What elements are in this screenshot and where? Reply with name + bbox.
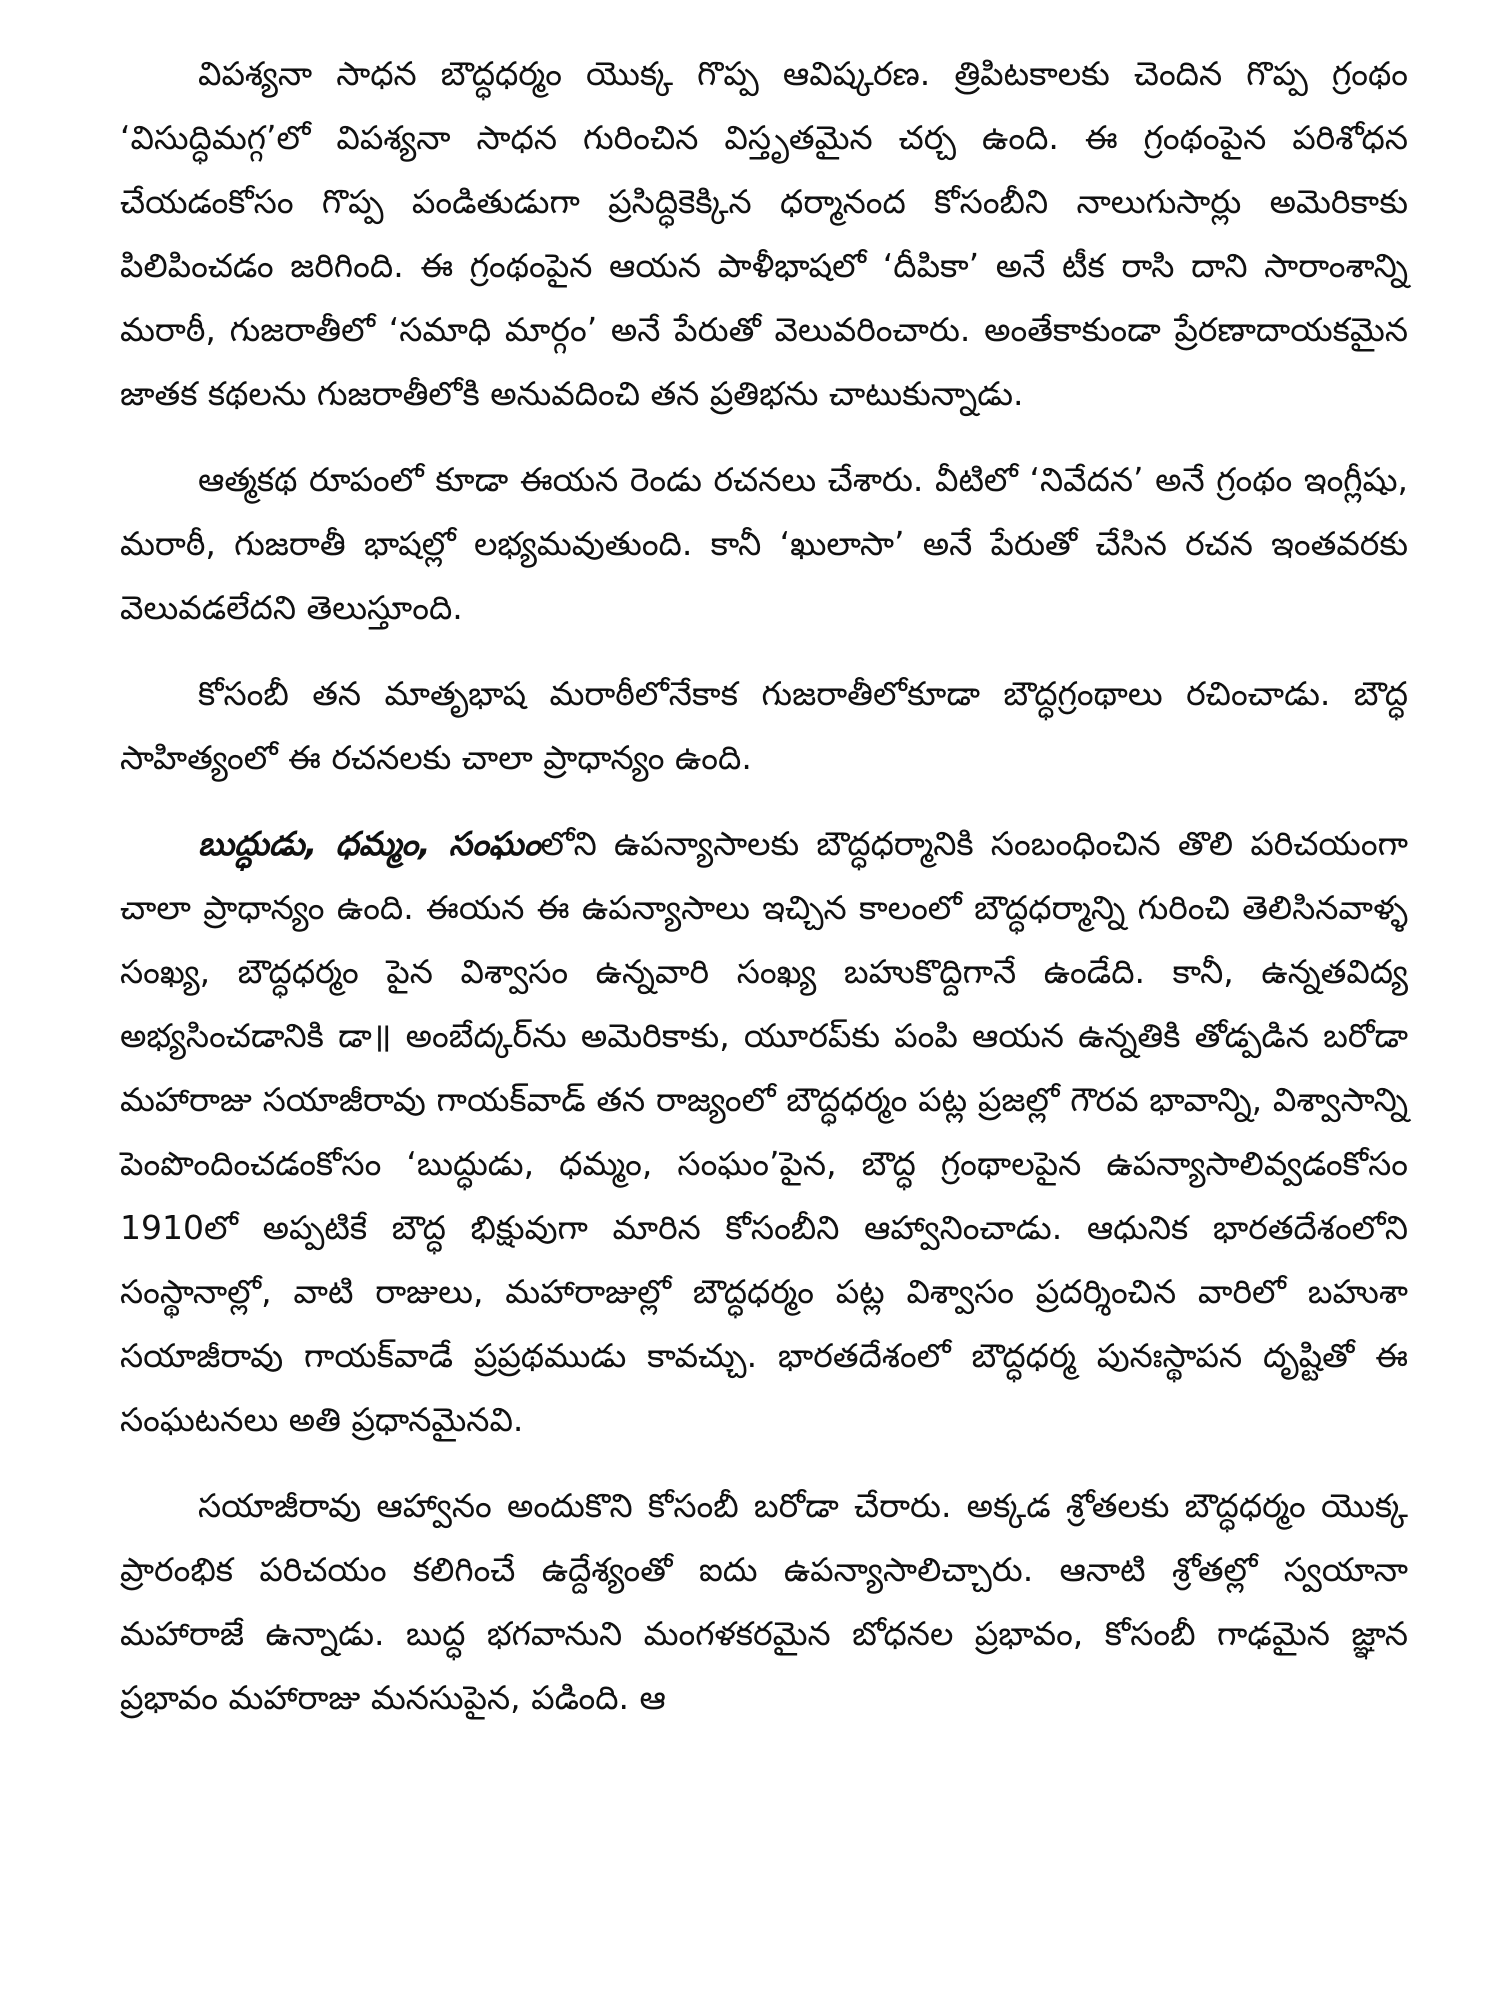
paragraph-buddha-dhamma-sangha [120,812,1408,1452]
paragraph-baroda-lectures: సయాజీరావు ఆహ్వానం అందుకొని కోసంబీ బరోడా చేరారు. అక్కడ శ్రోతలకు బౌద్ధధర్మం యొక్క ప్రారంభిక పరిచయం కలిగించే ఉద్దేశ్యంతో ఐదు ఉపన్యాసాలిచ్చారు. ఆనాటి శ్రోతల్లో స్వయానా మహారాజే ఉన్నాడు. బుద్ధ భగవానుని మంగళకరమైన బోధనల ప్రభావం, కోసంబీ గాఢమైన జ్ఞాన ప్రభావం మహారాజు మనసుపైన, పడింది. ఆ [120,1486,1408,1717]
paragraph-body: లోని ఉపన్యాసాలకు బౌద్ధధర్మానికి సంబంధించిన తొలి పరిచయంగా చాలా ప్రాధాన్యం ఉంది. ఈయన ఈ ఉపన్యాసాలు ఇచ్చిన కాలంలో బౌద్ధధర్మాన్ని గురించి తెలిసినవాళ్ళ సంఖ్య, బౌద్ధధర్మం పైన విశ్వాసం ఉన్నవారి సంఖ్య బహుకొద్దిగానే ఉండేది. కానీ, ఉన్నతవిద్య అభ్యసించడానికి డా॥ అంబేద్కర్‌ను అమెరికాకు, యూరప్‌కు పంపి ఆయన ఉన్నతికి తోడ్పడిన బరోడా మహారాజు సయాజీరావు గాయక్‌వాడ్ తన రాజ్యంలో బౌద్ధధర్మం పట్ల ప్రజల్లో గౌరవ భావాన్ని, విశ్వాసాన్ని పెంపొందించడంకోసం ‘బుద్ధుడు, ధమ్మం, సంఘం’పైన, బౌద్ధ గ్రంథాలపైన ఉపన్యాసాలివ్వడంకోసం 1910లో అప్పటికే బౌద్ధ భిక్షువుగా మారిన కోసంబీని ఆహ్వానించాడు. ఆధునిక భారతదేశంలోని సంస్థానాల్లో, వాటి రాజులు, మహారాజుల్లో బౌద్ధధర్మం పట్ల విశ్వాసం ప్రదర్శించిన వారిలో బహుశా సయాజీరావు గాయక్‌వాడే ప్రప్రథముడు కావచ్చు. భారతదేశంలో బౌద్ధధర్మ పునఃస్థాపన దృష్టితో ఈ సంఘటనలు అతి ప్రధానమైనవి. [120,824,1408,1439]
paragraph-gujarati-works: కోసంబీ తన మాతృభాష మరాఠీలోనేకాక గుజరాతీలోకూడా బౌద్ధగ్రంథాలు రచించాడు. బౌద్ధ సాహిత్యంలో ఈ రచనలకు చాలా ప్రాధాన్యం ఉంది. [120,674,1408,777]
paragraph-vipassana: విపశ్యనా సాధన బౌద్ధధర్మం యొక్క గొప్ప ఆవిష్కరణ. త్రిపిటకాలకు చెందిన గొప్ప గ్రంథం ‘విసుద్ధిమగ్గ’లో విపశ్యనా సాధన గురించిన విస్తృతమైన చర్చ ఉంది. ఈ గ్రంథంపైన పరిశోధన చేయడంకోసం గొప్ప పండితుడుగా ప్రసిద్ధికెక్కిన ధర్మానంద కోసంబీని నాలుగుసార్లు అమెరికాకు పిలిపించడం జరిగింది. ఈ గ్రంథంపైన ఆయన పాళీభాషలో ‘దీపికా’ అనే టీక రాసి దాని సారాంశాన్ని మరాఠీ, గుజరాతీలో ‘సమాధి మార్గం’ అనే పేరుతో వెలువరించారు. అంతేకాకుండా ప్రేరణాదాయకమైన జాతక కథలను గుజరాతీలోకి అనువదించి తన ప్రతిభను చాటుకున్నాడు. [120,54,1408,413]
paragraph-autobiography: ఆత్మకథ రూపంలో కూడా ఈయన రెండు రచనలు చేశారు. వీటిలో ‘నివేదన’ అనే గ్రంథం ఇంగ్లీషు, మరాఠీ, గుజరాతీ భాషల్లో లభ్యమవుతుంది. కానీ ‘ఖులాసా’ అనే పేరుతో చేసిన రచన ఇంతవరకు వెలువడలేదని తెలుస్తూంది. [120,460,1408,627]
emphasized-title: బుద్ధుడు, ధమ్మం, సంఘం [198,824,541,863]
